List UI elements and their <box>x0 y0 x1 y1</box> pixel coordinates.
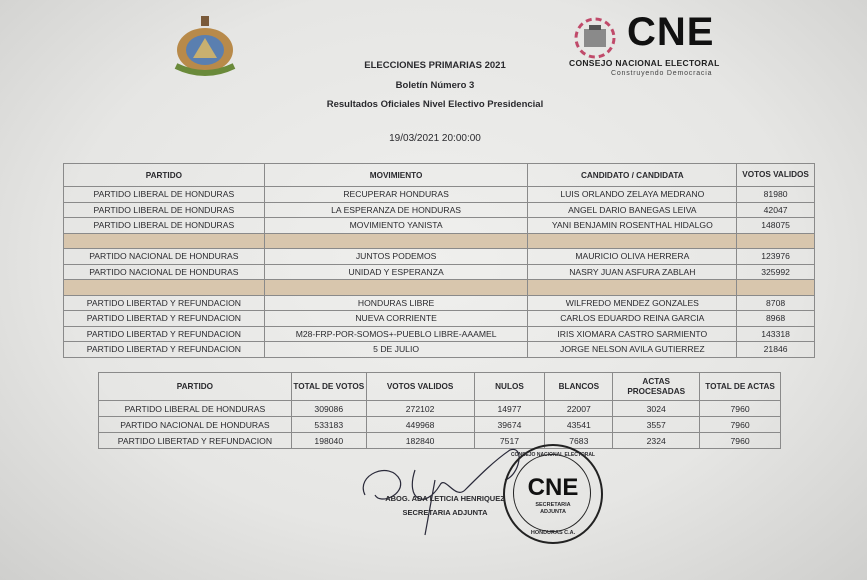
party-cell: PARTIDO NACIONAL DE HONDURAS <box>64 249 265 265</box>
table-row <box>64 249 815 265</box>
party-cell: PARTIDO LIBERTAD Y REFUNDACION <box>64 342 265 358</box>
movement-cell: LA ESPERANZA DE HONDURAS <box>264 202 528 218</box>
separator-cell <box>528 233 737 249</box>
valid-votes-cell: 449968 <box>366 417 474 433</box>
candidate-cell: MAURICIO OLIVA HERRERA <box>528 249 737 265</box>
processed-records-cell: 2324 <box>613 433 700 449</box>
separator-cell <box>64 233 265 249</box>
document-title: ELECCIONES PRIMARIAS 2021 <box>364 60 506 71</box>
column-header: PARTIDO <box>64 164 265 187</box>
party-separator-row <box>64 280 815 296</box>
separator-cell <box>528 280 737 296</box>
party-cell: PARTIDO LIBERAL DE HONDURAS <box>64 218 265 234</box>
table-header-row <box>99 373 781 401</box>
document-subtitle: Resultados Oficiales Nivel Electivo Presidencial <box>326 99 544 110</box>
table-header-row <box>64 164 815 187</box>
signatory-name: ABOG. ADA LETICIA HENRIQUEZ <box>385 494 505 503</box>
movement-cell: JUNTOS PODEMOS <box>264 249 528 265</box>
valid-votes-cell: 182840 <box>366 433 474 449</box>
ballot-box-icon <box>567 16 623 60</box>
candidate-cell: WILFREDO MENDEZ GONZALES <box>528 295 737 311</box>
column-header: VOTOS VALIDOS <box>737 164 815 187</box>
movement-cell: M28-FRP-POR-SOMOS+-PUEBLO LIBRE-AAAMEL <box>264 326 528 342</box>
candidate-cell: CARLOS EDUARDO REINA GARCIA <box>528 311 737 327</box>
party-cell: PARTIDO LIBERTAD Y REFUNDACION <box>64 311 265 327</box>
processed-records-cell: 3557 <box>613 417 700 433</box>
valid-votes-cell: 123976 <box>737 249 815 265</box>
null-votes-cell: 14977 <box>474 401 545 417</box>
party-cell: PARTIDO LIBERAL DE HONDURAS <box>64 202 265 218</box>
official-stamp: CONSEJO NACIONAL ELECTORAL CNE SECRETARIA ADJUNTA HONDURAS C.A. <box>503 444 603 544</box>
valid-votes-cell: 8968 <box>737 311 815 327</box>
table-row <box>64 326 815 342</box>
total-votes-cell: 309086 <box>291 401 366 417</box>
candidate-cell: YANI BENJAMIN ROSENTHAL HIDALGO <box>528 218 737 234</box>
column-header: TOTAL DE VOTOS <box>291 373 366 401</box>
movement-cell: UNIDAD Y ESPERANZA <box>264 264 528 280</box>
movement-cell: MOVIMIENTO YANISTA <box>264 218 528 234</box>
valid-votes-cell: 21846 <box>737 342 815 358</box>
processed-records-cell: 3024 <box>613 401 700 417</box>
column-header: ACTAS PROCESADAS <box>613 373 700 401</box>
table-row <box>64 264 815 280</box>
column-header: CANDIDATO / CANDIDATA <box>528 164 737 187</box>
cne-logo: CNE CONSEJO NACIONAL ELECTORAL Construyendo Democracia <box>569 10 720 77</box>
signatory-role: SECRETARIA ADJUNTA <box>402 508 488 517</box>
total-records-cell: 7960 <box>700 401 781 417</box>
table-row <box>64 202 815 218</box>
valid-votes-cell: 42047 <box>737 202 815 218</box>
party-separator-row <box>64 233 815 249</box>
column-header: VOTOS VALIDOS <box>366 373 474 401</box>
candidate-cell: IRIS XIOMARA CASTRO SARMIENTO <box>528 326 737 342</box>
separator-cell <box>737 233 815 249</box>
party-summary-table <box>98 372 781 449</box>
candidates-table <box>63 163 815 358</box>
movement-cell: RECUPERAR HONDURAS <box>264 187 528 203</box>
table-row <box>99 417 781 433</box>
valid-votes-cell: 81980 <box>737 187 815 203</box>
null-votes-cell: 7517 <box>474 433 545 449</box>
column-header: PARTIDO <box>99 373 292 401</box>
movement-cell: 5 DE JULIO <box>264 342 528 358</box>
party-cell: PARTIDO LIBERTAD Y REFUNDACION <box>99 433 292 449</box>
column-header: MOVIMIENTO <box>264 164 528 187</box>
separator-cell <box>737 280 815 296</box>
column-header: BLANCOS <box>545 373 613 401</box>
blank-votes-cell: 22007 <box>545 401 613 417</box>
coat-of-arms-icon <box>170 14 240 78</box>
table-row <box>64 342 815 358</box>
total-votes-cell: 533183 <box>291 417 366 433</box>
party-cell: PARTIDO NACIONAL DE HONDURAS <box>64 264 265 280</box>
party-cell: PARTIDO LIBERAL DE HONDURAS <box>99 401 292 417</box>
movement-cell: HONDURAS LIBRE <box>264 295 528 311</box>
party-cell: PARTIDO LIBERAL DE HONDURAS <box>64 187 265 203</box>
candidate-cell: LUIS ORLANDO ZELAYA MEDRANO <box>528 187 737 203</box>
total-records-cell: 7960 <box>700 433 781 449</box>
candidate-cell: ANGEL DARIO BANEGAS LEIVA <box>528 202 737 218</box>
valid-votes-cell: 8708 <box>737 295 815 311</box>
blank-votes-cell: 43541 <box>545 417 613 433</box>
table-row <box>99 401 781 417</box>
valid-votes-cell: 143318 <box>737 326 815 342</box>
separator-cell <box>264 280 528 296</box>
total-records-cell: 7960 <box>700 417 781 433</box>
report-datetime: 19/03/2021 20:00:00 <box>389 133 481 144</box>
party-cell: PARTIDO LIBERTAD Y REFUNDACION <box>64 326 265 342</box>
candidate-cell: JORGE NELSON AVILA GUTIERREZ <box>528 342 737 358</box>
valid-votes-cell: 325992 <box>737 264 815 280</box>
bulletin-number: Boletín Número 3 <box>395 80 475 91</box>
candidate-cell: NASRY JUAN ASFURA ZABLAH <box>528 264 737 280</box>
party-cell: PARTIDO LIBERTAD Y REFUNDACION <box>64 295 265 311</box>
table-row <box>64 187 815 203</box>
movement-cell: NUEVA CORRIENTE <box>264 311 528 327</box>
total-votes-cell: 198040 <box>291 433 366 449</box>
blank-votes-cell: 7683 <box>545 433 613 449</box>
separator-cell <box>64 280 265 296</box>
valid-votes-cell: 272102 <box>366 401 474 417</box>
valid-votes-cell: 148075 <box>737 218 815 234</box>
separator-cell <box>264 233 528 249</box>
column-header: NULOS <box>474 373 545 401</box>
table-row <box>64 295 815 311</box>
null-votes-cell: 39674 <box>474 417 545 433</box>
column-header: TOTAL DE ACTAS <box>700 373 781 401</box>
table-row <box>64 311 815 327</box>
party-cell: PARTIDO NACIONAL DE HONDURAS <box>99 417 292 433</box>
table-row <box>64 218 815 234</box>
